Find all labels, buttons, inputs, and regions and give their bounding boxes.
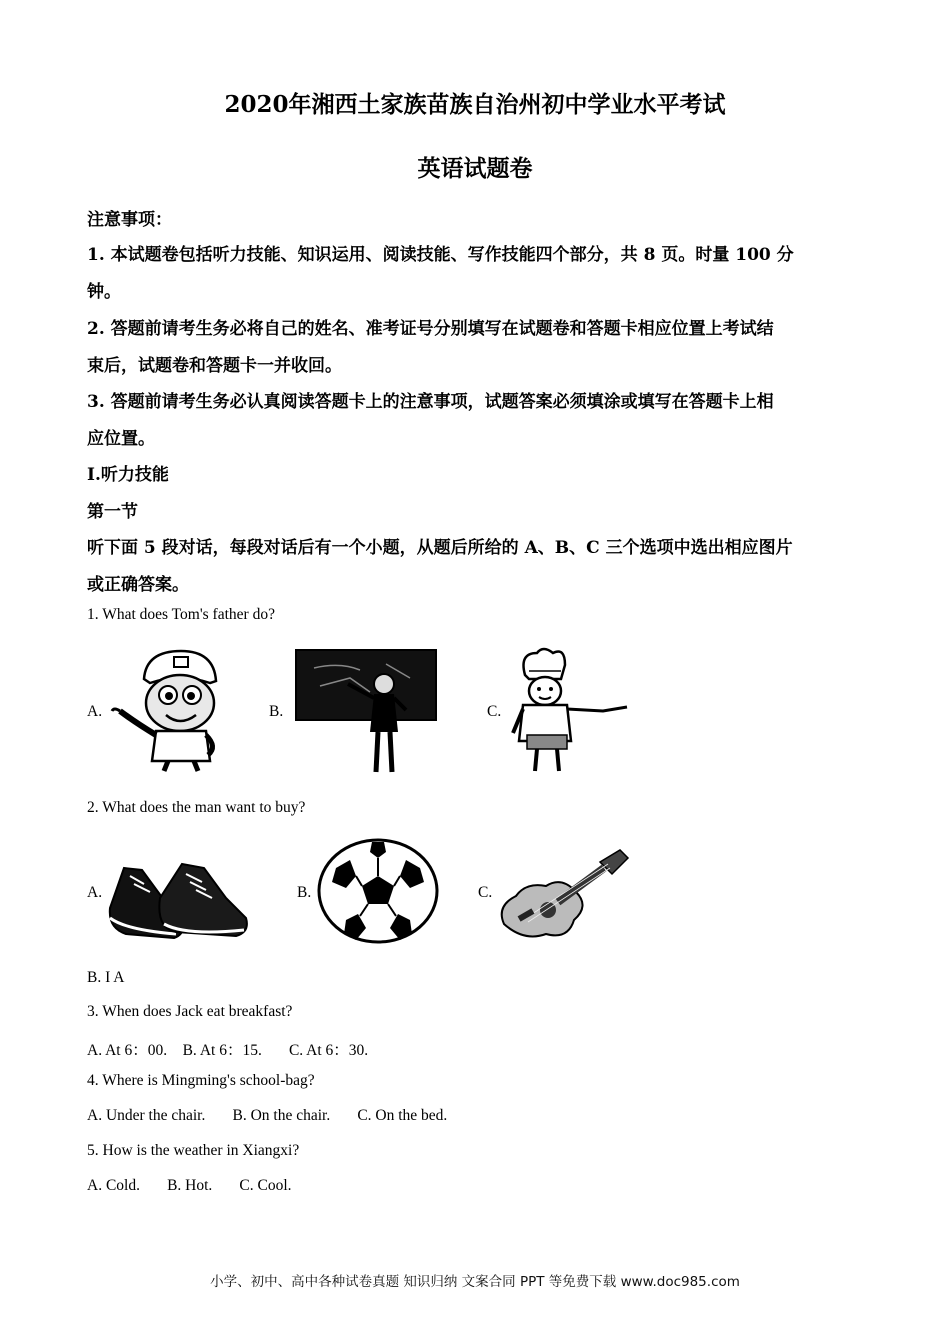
question-4-options: A. Under the chair. B. On the chair. C. On the bed. bbox=[87, 1107, 448, 1124]
q2-option-b-label: B. bbox=[297, 884, 312, 901]
notice-item-2-line-1: 2. 答题前请考生务必将自己的姓名、准考证号分别填写在试题卷和答题卡相应位置上考试结 bbox=[87, 319, 774, 339]
notice-item-2-line-2: 束后，试题卷和答题卡一并收回。 bbox=[87, 356, 342, 376]
question-2-text: 2. What does the man want to buy? bbox=[87, 799, 306, 816]
q2-stray-text: B. I A bbox=[87, 969, 125, 986]
notice-item-3-line-2: 应位置。 bbox=[87, 429, 155, 449]
teacher-icon bbox=[290, 648, 440, 776]
notice-item-1-line-2: 钟。 bbox=[87, 282, 121, 302]
question-4-text: 4. Where is Mingming's school-bag? bbox=[87, 1072, 315, 1089]
chef-icon bbox=[503, 645, 633, 773]
q1-option-b-label: B. bbox=[269, 703, 284, 720]
section-instruction-line-1: 听下面 5 段对话，每段对话后有一个小题，从题后所给的 A、B、C 三个选项中选出相应图片 bbox=[87, 538, 793, 558]
question-3-options: A. At 6：00. B. At 6：15. C. At 6：30. bbox=[87, 1042, 369, 1059]
notice-heading: 注意事项： bbox=[87, 210, 172, 230]
page-footer: 小学、初中、高中各种试卷真题 知识归纳 文案合同 PPT 等免费下载 www.doc985.com bbox=[210, 1274, 740, 1290]
question-5-text: 5. How is the weather in Xiangxi? bbox=[87, 1142, 300, 1159]
section-sub: 第一节 bbox=[87, 502, 138, 522]
question-5-options: A. Cold. B. Hot. C. Cool. bbox=[87, 1177, 292, 1194]
exam-title: 2020年湘西土家族苗族自治州初中学业水平考试 bbox=[224, 91, 726, 118]
question-1-text: 1. What does Tom's father do? bbox=[87, 606, 275, 623]
soccer-ball-icon bbox=[316, 838, 440, 944]
notice-item-3-line-1: 3. 答题前请考生务必认真阅读答题卡上的注意事项，试题答案必须填涂或填写在答题卡上相 bbox=[87, 392, 774, 412]
exam-subtitle: 英语试题卷 bbox=[417, 155, 533, 182]
doctor-icon bbox=[106, 643, 236, 773]
q2-option-a-label: A. bbox=[87, 884, 103, 901]
sneakers-icon bbox=[106, 848, 252, 944]
guitar-icon bbox=[496, 846, 632, 942]
q1-option-c-label: C. bbox=[487, 703, 502, 720]
notice-item-1-line-1: 1. 本试题卷包括听力技能、知识运用、阅读技能、写作技能四个部分，共 8 页。时量 100 分 bbox=[87, 245, 794, 265]
section-part: I.听力技能 bbox=[87, 465, 169, 485]
section-instruction-line-2: 或正确答案。 bbox=[87, 575, 189, 595]
question-3-text: 3. When does Jack eat breakfast? bbox=[87, 1003, 293, 1020]
q1-option-a-label: A. bbox=[87, 703, 103, 720]
q2-option-c-label: C. bbox=[478, 884, 493, 901]
